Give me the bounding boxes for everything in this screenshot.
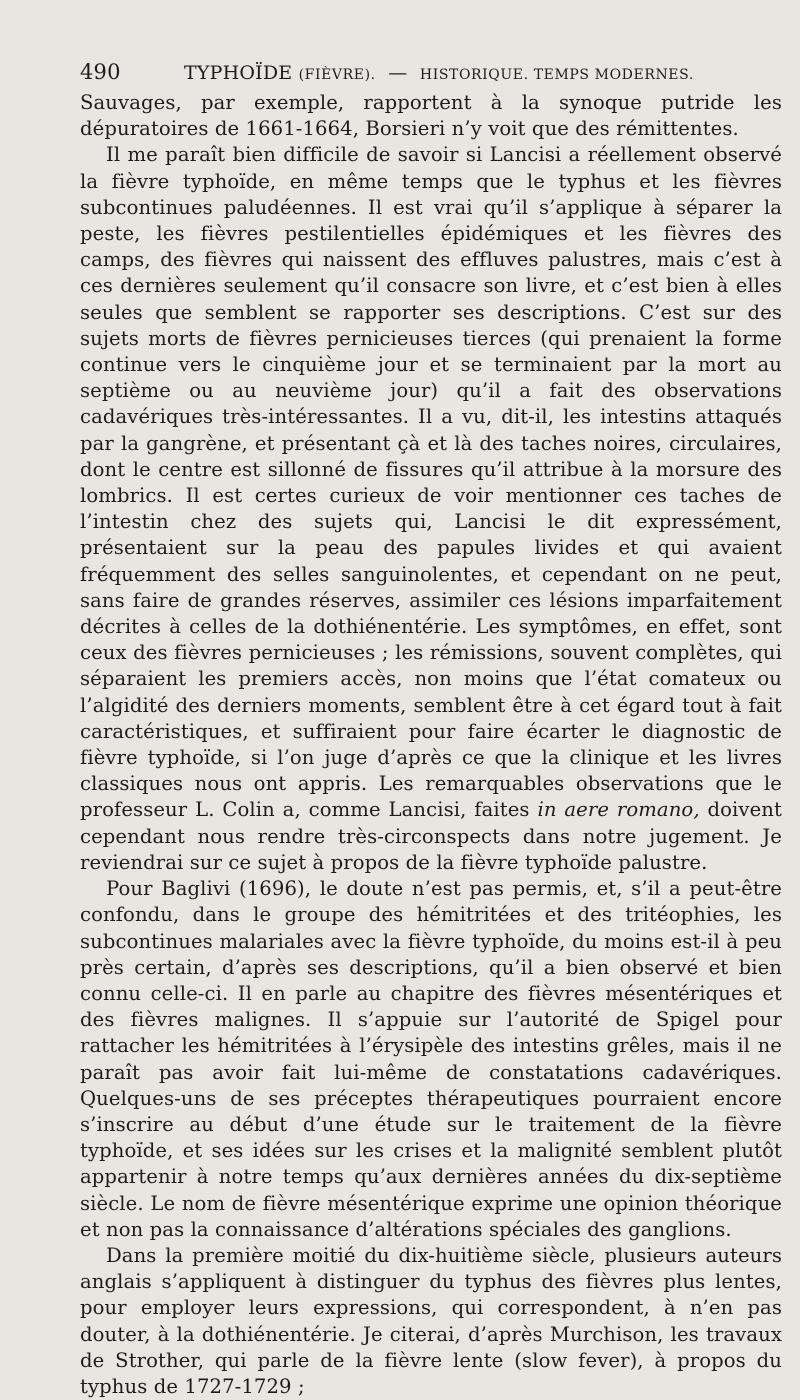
paragraph-2-text: Il me paraît bien difficile de savoir si Lancisi a réellement observé la fièvre typhoïde, en même temps que le typhus et les fièvres subcontinues paludéennes. Il est vrai qu’il s’applique à séparer la peste, les fièvres pestilentielles épidémiques et les fièvres des camps, des fièvres qui naissent des effluves palustres, mais c’est à ces dernières seulement qu’il consacre son livre, et c’est bien à elles seules que semblent se rapporter ses descriptions. C’est sur des sujets morts de fièvres pernicieuses tierces (qui prenaient la forme continue vers le cinquième jour et se terminaient par la mort au septième ou au neuvième jour) qu’il a fait des observations cadavériques très-intéressantes. Il a vu, dit-il, les intestins attaqués par la gangrène, et présentant çà et là des taches noires, circulaires, dont le centre est sillonné de fissures qu’il attribue à la morsure des lombrics. Il est certes curieux de voir mentionner ces taches de l’intestin chez des sujets qui, Lancisi le dit expressément, présentaient sur la peau des papules livides et qui avaient fréquemment des selles sanguinolentes, et cependant on ne peut, sans faire de grandes réserves, assimiler ces lésions imparfaitement décrites à celles de la dothiénentérie. Les symptômes, en effet, sont ceux des fièvres pernicieuses ; les rémissions, souvent complètes, qui séparaient les premiers accès, non moins que l’état comateux ou l’algidité des derniers moments, semblent être à cet égard tout à fait caractéristiques, et suffiraient pour faire écarter le diagnostic de fièvre typhoïde, si l’on juge d’après ce que la clinique et les livres classiques nous ont appris. Les remarquables observations que le professeur L. Colin a, comme Lancisi, faites	[80, 143, 782, 822]
paragraph-2	[80, 142, 782, 876]
header-section: HISTORIQUE. TEMPS MODERNES.	[419, 67, 694, 83]
paragraph-2-text-after: doivent cependant nous rendre très-circonspects dans notre jugement. Je reviendrai sur ce sujet à propos de la fièvre typhoïde palustre.	[80, 798, 782, 874]
page-number: 490	[80, 60, 121, 84]
header-title	[184, 59, 694, 89]
paragraph-3: Pour Baglivi (1696), le doute n’est pas permis, et, s’il a peut-être confondu, dans le groupe des hémitritées et des tritéophies, les subcontinues malariales avec la fièvre typhoïde, du moins est-il à peu près certain, d’après ses descriptions, qu’il a bien observé et bien connu celle-ci. Il en parle au chapitre des fièvres mésentériques et des fièvres malignes. Il s’appuie sur l’autorité de Spigel pour rattacher les hémitritées à l’érysipèle des intestins grêles, mais il ne paraît pas avoir fait lui-même de constatations cadavériques. Quelques-uns de ses préceptes thérapeutiques pourraient encore s’inscrire au début d’une étude sur le traitement de la fièvre typhoïde, et ses idées sur les crises et la malignité semblent plutôt appartenir à notre temps qu’aux dernières années du dix-septième siècle. Le nom de fièvre mésentérique exprime une opinion théorique et non pas la connaissance d’altérations spéciales des ganglions.	[80, 877, 782, 1241]
header-dash: —	[388, 62, 408, 84]
header-title-main: TYPHOÏDE	[184, 62, 293, 84]
header-title-paren: (FIÈVRE).	[298, 67, 376, 83]
running-header	[80, 58, 782, 86]
body-text	[80, 90, 782, 1400]
paragraph-1: Sauvages, par exemple, rapportent à la synoque putride les dépuratoires de 1661-1664, Borsieri n’y voit que des rémittentes.	[80, 91, 782, 141]
paragraph-2-italic: in aere romano,	[537, 798, 700, 822]
paragraph-4: Dans la première moitié du dix-huitième siècle, plusieurs auteurs anglais s’appliquent à distinguer du typhus des fièvres plus lentes, pour employer leurs expressions, qui correspondent, à n’en pas douter, à la dothiénentérie. Je citerai, d’après Murchison, les travaux de Strother, qui parle de la fièvre lente (slow fever), à propos du typhus de 1727-1729 ;	[80, 1243, 782, 1398]
